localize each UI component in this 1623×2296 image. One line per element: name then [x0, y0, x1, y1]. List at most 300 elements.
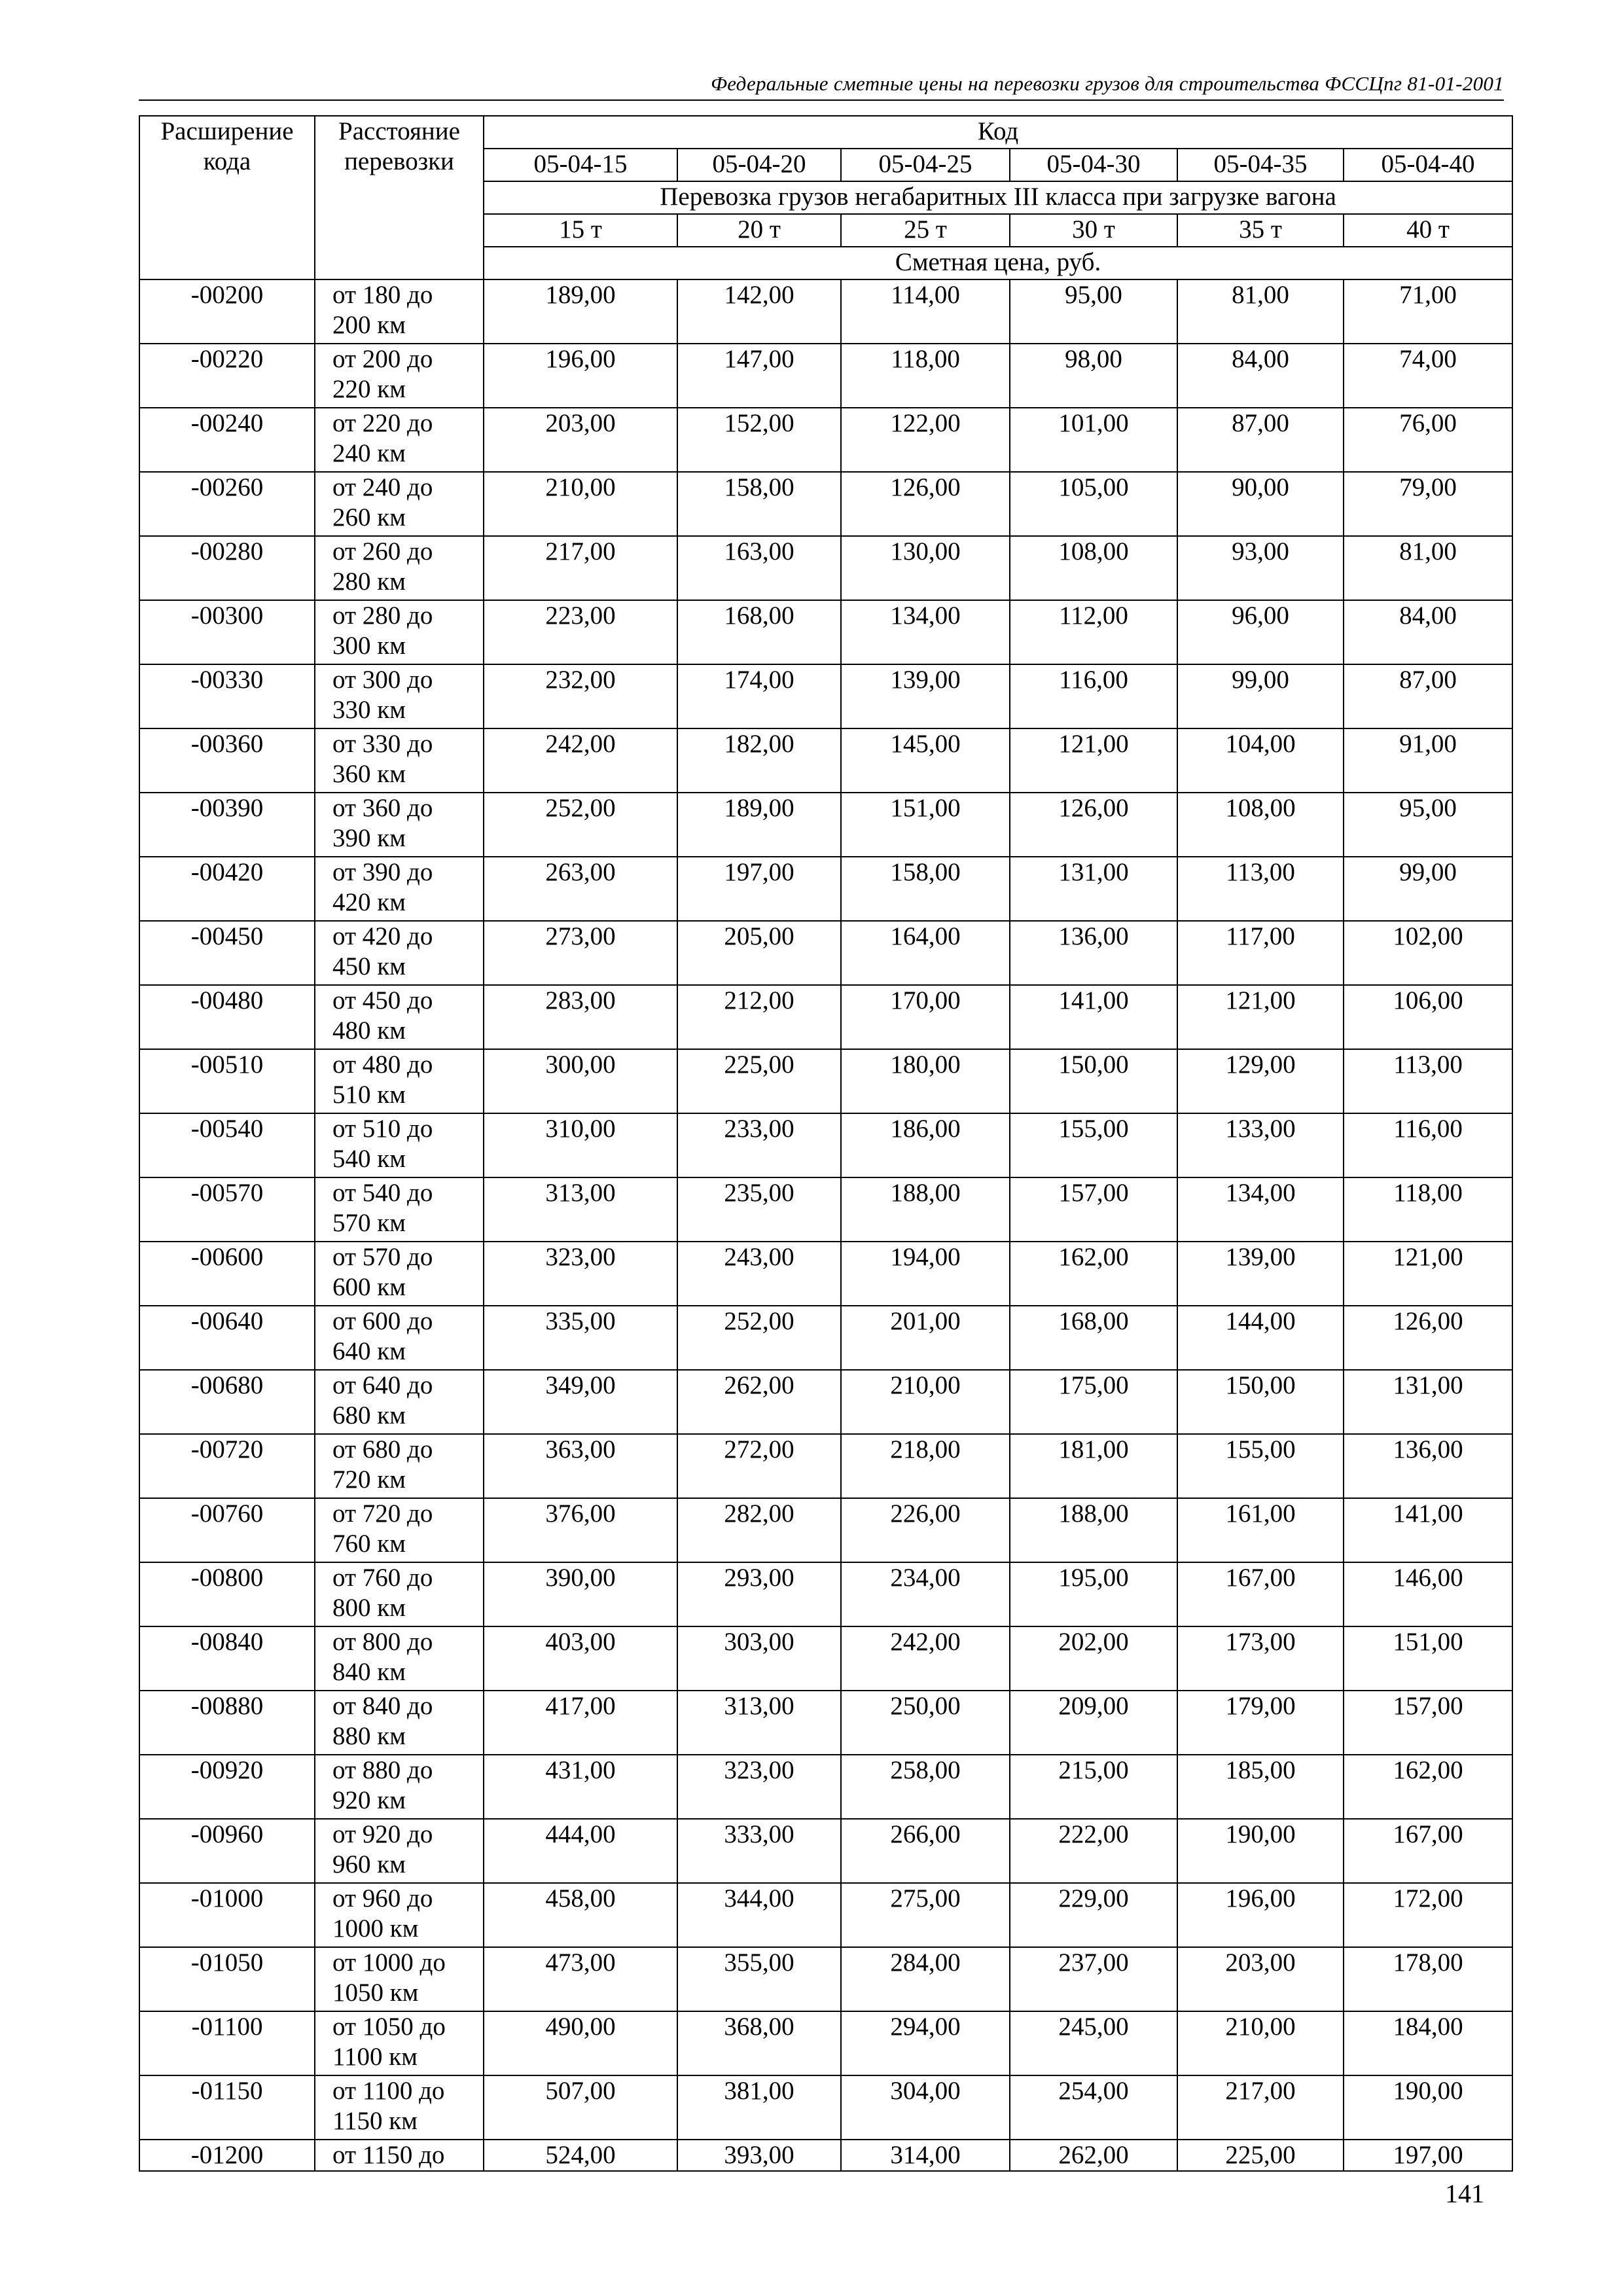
- header-ext: [139, 116, 315, 279]
- price-cell: 393,00: [677, 2140, 841, 2171]
- distance-from: от 540 до: [332, 1179, 433, 1207]
- table-row: [139, 472, 1512, 536]
- price-cell: 84,00: [1344, 600, 1512, 664]
- distance-cell: [315, 1370, 484, 1434]
- price-cell: 243,00: [677, 1242, 841, 1306]
- price-cell: 197,00: [677, 857, 841, 921]
- price-cell: 141,00: [1344, 1498, 1512, 1562]
- price-cell: 90,00: [1177, 472, 1344, 536]
- distance-from: от 260 до: [332, 537, 433, 565]
- price-cell: 139,00: [841, 664, 1010, 728]
- price-cell: 117,00: [1177, 921, 1344, 985]
- load-header-0: 15 т: [484, 214, 677, 247]
- code-extension-cell: -00720: [139, 1434, 315, 1498]
- code-header-2: 05-04-25: [841, 149, 1010, 181]
- price-cell: 223,00: [484, 600, 677, 664]
- price-cell: 222,00: [1010, 1819, 1177, 1883]
- price-cell: 212,00: [677, 985, 841, 1049]
- distance-cell: [315, 2011, 484, 2075]
- price-cell: 131,00: [1010, 857, 1177, 921]
- price-cell: 210,00: [484, 472, 677, 536]
- price-cell: 217,00: [1177, 2075, 1344, 2140]
- code-extension-cell: -00200: [139, 279, 315, 344]
- price-cell: 232,00: [484, 664, 677, 728]
- price-cell: 196,00: [1177, 1883, 1344, 1947]
- distance-from: от 920 до: [332, 1820, 433, 1848]
- price-cell: 162,00: [1344, 1755, 1512, 1819]
- price-cell: 252,00: [677, 1306, 841, 1370]
- price-cell: 458,00: [484, 1883, 677, 1947]
- price-cell: 205,00: [677, 921, 841, 985]
- distance-cell: [315, 408, 484, 472]
- price-cell: 263,00: [484, 857, 677, 921]
- price-cell: 134,00: [841, 600, 1010, 664]
- distance-from: от 760 до: [332, 1564, 433, 1592]
- distance-to: 220 км: [332, 375, 406, 403]
- table-row: [139, 1370, 1512, 1434]
- distance-to: 450 км: [332, 952, 406, 980]
- code-extension-cell: -00330: [139, 664, 315, 728]
- distance-from: от 880 до: [332, 1756, 433, 1784]
- price-cell: 98,00: [1010, 344, 1177, 408]
- price-table: [139, 115, 1513, 2172]
- price-cell: 209,00: [1010, 1691, 1177, 1755]
- price-cell: 363,00: [484, 1434, 677, 1498]
- price-cell: 105,00: [1010, 472, 1177, 536]
- price-cell: 210,00: [841, 1370, 1010, 1434]
- code-extension-cell: -00570: [139, 1177, 315, 1242]
- code-header-3: 05-04-30: [1010, 149, 1177, 181]
- price-cell: 91,00: [1344, 728, 1512, 793]
- code-extension-cell: -01200: [139, 2140, 315, 2171]
- price-cell: 141,00: [1010, 985, 1177, 1049]
- distance-cell: [315, 1562, 484, 1626]
- distance-to: 570 км: [332, 1209, 406, 1237]
- page-number: 141: [1445, 2179, 1484, 2208]
- price-cell: 390,00: [484, 1562, 677, 1626]
- table-row: [139, 664, 1512, 728]
- price-cell: 250,00: [841, 1691, 1010, 1755]
- price-cell: 157,00: [1010, 1177, 1177, 1242]
- price-cell: 194,00: [841, 1242, 1010, 1306]
- distance-cell: [315, 1306, 484, 1370]
- price-cell: 161,00: [1177, 1498, 1344, 1562]
- price-cell: 190,00: [1177, 1819, 1344, 1883]
- price-cell: 233,00: [677, 1113, 841, 1177]
- distance-to: 240 км: [332, 439, 406, 467]
- distance-from: от 420 до: [332, 922, 433, 950]
- price-cell: 174,00: [677, 664, 841, 728]
- price-cell: 314,00: [841, 2140, 1010, 2171]
- table-row: [139, 408, 1512, 472]
- price-cell: 242,00: [841, 1626, 1010, 1691]
- running-header: Федеральные сметные цены на перевозки грузов для строительства ФССЦпг 81-01-2001: [139, 72, 1504, 101]
- price-cell: 145,00: [841, 728, 1010, 793]
- distance-from: от 1150 до: [332, 2141, 445, 2169]
- code-extension-cell: -00640: [139, 1306, 315, 1370]
- price-cell: 188,00: [841, 1177, 1010, 1242]
- price-cell: 217,00: [484, 536, 677, 600]
- distance-to: 680 км: [332, 1401, 406, 1429]
- price-cell: 121,00: [1344, 1242, 1512, 1306]
- price-cell: 155,00: [1177, 1434, 1344, 1498]
- price-cell: 323,00: [484, 1242, 677, 1306]
- price-cell: 99,00: [1177, 664, 1344, 728]
- table-row: [139, 921, 1512, 985]
- code-extension-cell: -00260: [139, 472, 315, 536]
- load-header-4: 35 т: [1177, 214, 1344, 247]
- distance-to: 390 км: [332, 824, 406, 852]
- price-cell: 95,00: [1010, 279, 1177, 344]
- price-cell: 275,00: [841, 1883, 1010, 1947]
- distance-to: 480 км: [332, 1016, 406, 1045]
- distance-to: 300 км: [332, 632, 406, 660]
- price-cell: 473,00: [484, 1947, 677, 2011]
- table-row: [139, 2140, 1512, 2171]
- price-cell: 95,00: [1344, 793, 1512, 857]
- price-cell: 203,00: [1177, 1947, 1344, 2011]
- distance-from: от 240 до: [332, 473, 433, 501]
- price-cell: 87,00: [1177, 408, 1344, 472]
- price-label: Сметная цена, руб.: [484, 247, 1512, 279]
- price-cell: 116,00: [1010, 664, 1177, 728]
- price-cell: 215,00: [1010, 1755, 1177, 1819]
- price-cell: 172,00: [1344, 1883, 1512, 1947]
- price-cell: 167,00: [1177, 1562, 1344, 1626]
- price-cell: 71,00: [1344, 279, 1512, 344]
- price-cell: 490,00: [484, 2011, 677, 2075]
- price-cell: 229,00: [1010, 1883, 1177, 1947]
- price-cell: 218,00: [841, 1434, 1010, 1498]
- distance-from: от 360 до: [332, 794, 433, 822]
- price-cell: 202,00: [1010, 1626, 1177, 1691]
- header-code: Код: [484, 116, 1512, 149]
- distance-from: от 720 до: [332, 1499, 433, 1528]
- price-cell: 101,00: [1010, 408, 1177, 472]
- price-cell: 136,00: [1344, 1434, 1512, 1498]
- price-cell: 121,00: [1010, 728, 1177, 793]
- code-extension-cell: -01150: [139, 2075, 315, 2140]
- price-cell: 87,00: [1344, 664, 1512, 728]
- price-cell: 310,00: [484, 1113, 677, 1177]
- code-extension-cell: -01050: [139, 1947, 315, 2011]
- price-cell: 304,00: [841, 2075, 1010, 2140]
- price-cell: 179,00: [1177, 1691, 1344, 1755]
- price-cell: 444,00: [484, 1819, 677, 1883]
- distance-from: от 200 до: [332, 345, 433, 373]
- code-header-5: 05-04-40: [1344, 149, 1512, 181]
- price-cell: 168,00: [1010, 1306, 1177, 1370]
- price-cell: 524,00: [484, 2140, 677, 2171]
- distance-from: от 570 до: [332, 1243, 433, 1271]
- distance-to: 360 км: [332, 760, 406, 788]
- code-extension-cell: -00360: [139, 728, 315, 793]
- header-dist: [315, 116, 484, 279]
- price-cell: 147,00: [677, 344, 841, 408]
- price-cell: 84,00: [1177, 344, 1344, 408]
- distance-to: 1150 км: [332, 2107, 418, 2135]
- price-cell: 152,00: [677, 408, 841, 472]
- table-row: [139, 2075, 1512, 2140]
- price-cell: 184,00: [1344, 2011, 1512, 2075]
- distance-from: от 1100 до: [332, 2077, 445, 2105]
- price-cell: 283,00: [484, 985, 677, 1049]
- distance-from: от 220 до: [332, 409, 433, 437]
- price-cell: 190,00: [1344, 2075, 1512, 2140]
- table-row: [139, 1498, 1512, 1562]
- distance-cell: [315, 279, 484, 344]
- table-row: [139, 1819, 1512, 1883]
- table-row: [139, 985, 1512, 1049]
- load-header-3: 30 т: [1010, 214, 1177, 247]
- header-dist-label: Расстояние перевозки: [338, 117, 460, 175]
- distance-cell: [315, 1947, 484, 2011]
- distance-from: от 680 до: [332, 1435, 433, 1463]
- distance-cell: [315, 344, 484, 408]
- code-header-1: 05-04-20: [677, 149, 841, 181]
- distance-to: 600 км: [332, 1273, 406, 1301]
- code-extension-cell: -00420: [139, 857, 315, 921]
- distance-cell: [315, 2075, 484, 2140]
- price-cell: 164,00: [841, 921, 1010, 985]
- price-cell: 121,00: [1177, 985, 1344, 1049]
- price-cell: 245,00: [1010, 2011, 1177, 2075]
- price-cell: 96,00: [1177, 600, 1344, 664]
- price-cell: 104,00: [1177, 728, 1344, 793]
- price-cell: 122,00: [841, 408, 1010, 472]
- code-extension-cell: -00390: [139, 793, 315, 857]
- table-row: [139, 536, 1512, 600]
- distance-cell: [315, 1626, 484, 1691]
- price-cell: 266,00: [841, 1819, 1010, 1883]
- distance-cell: [315, 2140, 484, 2171]
- table-row: [139, 1177, 1512, 1242]
- price-cell: 139,00: [1177, 1242, 1344, 1306]
- code-extension-cell: -00240: [139, 408, 315, 472]
- table-body: [139, 279, 1512, 2171]
- price-cell: 303,00: [677, 1626, 841, 1691]
- price-cell: 282,00: [677, 1498, 841, 1562]
- price-cell: 158,00: [677, 472, 841, 536]
- price-cell: 189,00: [484, 279, 677, 344]
- price-cell: 79,00: [1344, 472, 1512, 536]
- price-cell: 226,00: [841, 1498, 1010, 1562]
- distance-cell: [315, 857, 484, 921]
- price-cell: 108,00: [1177, 793, 1344, 857]
- table-row: [139, 1434, 1512, 1498]
- table-row: [139, 1626, 1512, 1691]
- table-row: [139, 1562, 1512, 1626]
- distance-from: от 390 до: [332, 858, 433, 886]
- price-cell: 300,00: [484, 1049, 677, 1113]
- distance-from: от 1050 до: [332, 2013, 446, 2041]
- load-header-5: 40 т: [1344, 214, 1512, 247]
- distance-cell: [315, 1049, 484, 1113]
- load-header-1: 20 т: [677, 214, 841, 247]
- price-cell: 108,00: [1010, 536, 1177, 600]
- price-cell: 186,00: [841, 1113, 1010, 1177]
- code-extension-cell: -00680: [139, 1370, 315, 1434]
- distance-cell: [315, 1177, 484, 1242]
- price-cell: 173,00: [1177, 1626, 1344, 1691]
- distance-cell: [315, 985, 484, 1049]
- code-extension-cell: -00300: [139, 600, 315, 664]
- price-cell: 262,00: [1010, 2140, 1177, 2171]
- price-cell: 258,00: [841, 1755, 1010, 1819]
- code-extension-cell: -00510: [139, 1049, 315, 1113]
- price-cell: 170,00: [841, 985, 1010, 1049]
- price-cell: 182,00: [677, 728, 841, 793]
- distance-to: 1100 км: [332, 2043, 418, 2071]
- table-row: [139, 1242, 1512, 1306]
- distance-from: от 510 до: [332, 1115, 433, 1143]
- distance-cell: [315, 600, 484, 664]
- price-cell: 118,00: [1344, 1177, 1512, 1242]
- distance-cell: [315, 793, 484, 857]
- code-extension-cell: -00450: [139, 921, 315, 985]
- price-cell: 151,00: [1344, 1626, 1512, 1691]
- code-extension-cell: -00540: [139, 1113, 315, 1177]
- distance-cell: [315, 536, 484, 600]
- table-row: [139, 1691, 1512, 1755]
- price-cell: 234,00: [841, 1562, 1010, 1626]
- code-extension-cell: -00880: [139, 1691, 315, 1755]
- table-row: [139, 1883, 1512, 1947]
- price-cell: 150,00: [1010, 1049, 1177, 1113]
- distance-cell: [315, 1498, 484, 1562]
- code-extension-cell: -00920: [139, 1755, 315, 1819]
- price-cell: 178,00: [1344, 1947, 1512, 2011]
- distance-cell: [315, 1434, 484, 1498]
- price-cell: 323,00: [677, 1755, 841, 1819]
- price-cell: 196,00: [484, 344, 677, 408]
- code-extension-cell: -01100: [139, 2011, 315, 2075]
- price-cell: 144,00: [1177, 1306, 1344, 1370]
- code-extension-cell: -00600: [139, 1242, 315, 1306]
- table-row: [139, 1755, 1512, 1819]
- distance-from: от 600 до: [332, 1307, 433, 1335]
- price-cell: 376,00: [484, 1498, 677, 1562]
- distance-from: от 180 до: [332, 281, 433, 309]
- price-cell: 113,00: [1344, 1049, 1512, 1113]
- header-ext-label: Расширение кода: [160, 117, 294, 175]
- code-extension-cell: -00840: [139, 1626, 315, 1691]
- price-cell: 242,00: [484, 728, 677, 793]
- code-extension-cell: -00960: [139, 1819, 315, 1883]
- code-header-0: 05-04-15: [484, 149, 677, 181]
- distance-to: 800 км: [332, 1594, 406, 1622]
- table-row: [139, 600, 1512, 664]
- distance-cell: [315, 1242, 484, 1306]
- price-cell: 333,00: [677, 1819, 841, 1883]
- distance-cell: [315, 728, 484, 793]
- price-cell: 197,00: [1344, 2140, 1512, 2171]
- price-cell: 185,00: [1177, 1755, 1344, 1819]
- price-cell: 313,00: [677, 1691, 841, 1755]
- price-cell: 106,00: [1344, 985, 1512, 1049]
- price-cell: 175,00: [1010, 1370, 1177, 1434]
- price-cell: 335,00: [484, 1306, 677, 1370]
- price-cell: 181,00: [1010, 1434, 1177, 1498]
- price-cell: 157,00: [1344, 1691, 1512, 1755]
- distance-to: 420 км: [332, 888, 406, 916]
- price-cell: 189,00: [677, 793, 841, 857]
- price-cell: 158,00: [841, 857, 1010, 921]
- distance-to: 840 км: [332, 1658, 406, 1686]
- price-cell: 131,00: [1344, 1370, 1512, 1434]
- table-row: [139, 1113, 1512, 1177]
- table-row: [139, 1306, 1512, 1370]
- distance-to: 200 км: [332, 311, 406, 339]
- code-extension-cell: -00800: [139, 1562, 315, 1626]
- price-cell: 112,00: [1010, 600, 1177, 664]
- distance-from: от 960 до: [332, 1884, 433, 1912]
- distance-cell: [315, 664, 484, 728]
- distance-to: 880 км: [332, 1722, 406, 1750]
- price-cell: 235,00: [677, 1177, 841, 1242]
- price-cell: 381,00: [677, 2075, 841, 2140]
- price-cell: 403,00: [484, 1626, 677, 1691]
- price-cell: 344,00: [677, 1883, 841, 1947]
- price-cell: 130,00: [841, 536, 1010, 600]
- price-cell: 225,00: [1177, 2140, 1344, 2171]
- table-row: [139, 2011, 1512, 2075]
- price-cell: 155,00: [1010, 1113, 1177, 1177]
- load-header-2: 25 т: [841, 214, 1010, 247]
- price-cell: 195,00: [1010, 1562, 1177, 1626]
- table-row: [139, 344, 1512, 408]
- distance-from: от 300 до: [332, 666, 433, 694]
- price-cell: 349,00: [484, 1370, 677, 1434]
- price-cell: 210,00: [1177, 2011, 1344, 2075]
- price-cell: 273,00: [484, 921, 677, 985]
- distance-from: от 840 до: [332, 1692, 433, 1720]
- price-cell: 225,00: [677, 1049, 841, 1113]
- price-cell: 163,00: [677, 536, 841, 600]
- price-cell: 201,00: [841, 1306, 1010, 1370]
- price-cell: 252,00: [484, 793, 677, 857]
- price-cell: 136,00: [1010, 921, 1177, 985]
- price-cell: 129,00: [1177, 1049, 1344, 1113]
- price-cell: 113,00: [1177, 857, 1344, 921]
- distance-cell: [315, 1819, 484, 1883]
- distance-to: 280 км: [332, 567, 406, 596]
- price-cell: 81,00: [1177, 279, 1344, 344]
- table-row: [139, 279, 1512, 344]
- price-cell: 99,00: [1344, 857, 1512, 921]
- distance-from: от 330 до: [332, 730, 433, 758]
- code-extension-cell: -01000: [139, 1883, 315, 1947]
- price-cell: 167,00: [1344, 1819, 1512, 1883]
- price-cell: 284,00: [841, 1947, 1010, 2011]
- distance-to: 920 км: [332, 1786, 406, 1814]
- price-cell: 81,00: [1344, 536, 1512, 600]
- table-row: [139, 857, 1512, 921]
- price-cell: 134,00: [1177, 1177, 1344, 1242]
- distance-cell: [315, 1755, 484, 1819]
- distance-from: от 1000 до: [332, 1948, 446, 1977]
- price-cell: 417,00: [484, 1691, 677, 1755]
- distance-cell: [315, 472, 484, 536]
- price-cell: 237,00: [1010, 1947, 1177, 2011]
- price-cell: 162,00: [1010, 1242, 1177, 1306]
- price-cell: 93,00: [1177, 536, 1344, 600]
- price-cell: 76,00: [1344, 408, 1512, 472]
- distance-from: от 800 до: [332, 1628, 433, 1656]
- price-cell: 203,00: [484, 408, 677, 472]
- price-cell: 116,00: [1344, 1113, 1512, 1177]
- price-cell: 507,00: [484, 2075, 677, 2140]
